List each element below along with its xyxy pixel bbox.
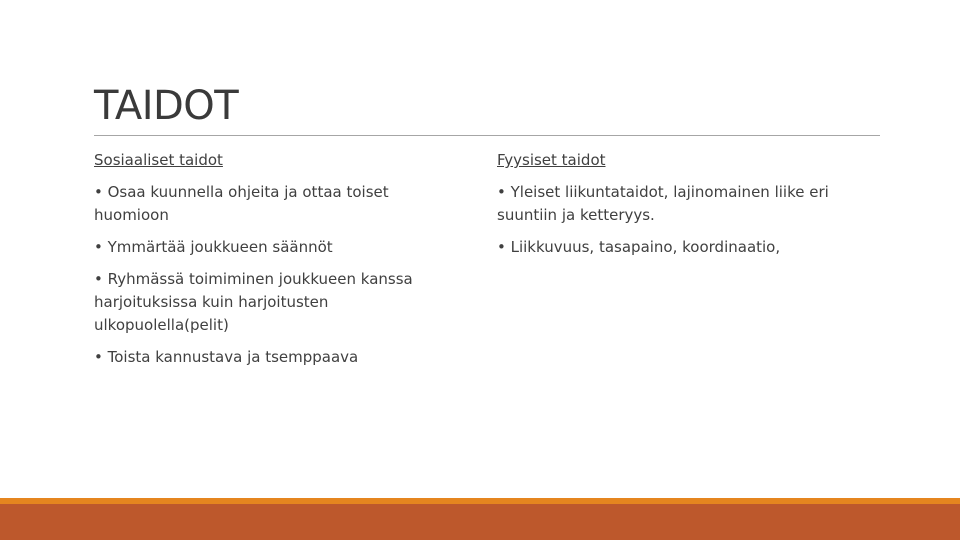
left-column-item: • Osaa kuunnella ohjeita ja ottaa toiset huomioon [94, 183, 389, 224]
title-divider [94, 135, 880, 136]
left-column-item: • Ymmärtää joukkueen säännöt [94, 238, 333, 256]
left-column-heading: Sosiaaliset taidot [94, 151, 223, 169]
left-column-item: • Toista kannustava ja tsemppaava [94, 348, 359, 366]
right-column [497, 149, 857, 268]
left-column [94, 149, 454, 378]
right-column-heading: Fyysiset taidot [497, 151, 606, 169]
left-column-item: • Ryhmässä toimiminen joukkueen kanssa harjoituksissa kuin harjoitusten ulkopuolella(pelit) [94, 270, 413, 334]
right-column-item: • Liikkuvuus, tasapaino, koordinaatio, [497, 238, 781, 256]
right-column-item: • Yleiset liikuntataidot, lajinomainen liike eri suuntiin ja ketteryys. [497, 183, 829, 224]
slide-title: TAIDOT [94, 83, 239, 129]
footer-accent-bar [0, 504, 960, 540]
